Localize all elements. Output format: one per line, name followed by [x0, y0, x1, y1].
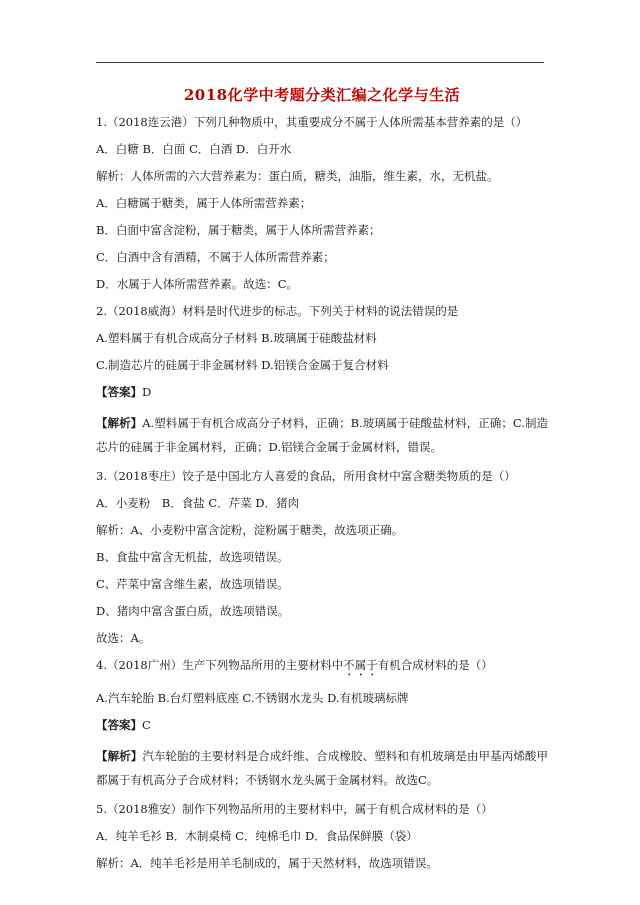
- q4-stem-before: 4.（2018广州）生产下列物品所用的主要材料中: [96, 658, 344, 672]
- q3-analysis-line: D、猪肉中富含蛋白质，故选项错误。: [96, 604, 290, 618]
- q5-options: A．纯羊毛衫 B．木制桌椅 C．纯棉毛巾 D．食品保鲜膜（袋）: [96, 829, 418, 843]
- answer-value: D: [142, 385, 152, 399]
- q2-stem: 2.（2018威海）材料是时代进步的标志。下列关于材料的说法错误的是: [96, 304, 459, 318]
- answer-label: 【答案】: [96, 718, 142, 732]
- document-title: 2018化学中考题分类汇编之化学与生活: [183, 86, 461, 104]
- q1-options: A．白糖 B．白面 C．白酒 D．白开水: [96, 142, 292, 156]
- q4-answer: [96, 717, 548, 733]
- q3-analysis-line: C、芹菜中富含维生素，故选项错误。: [96, 577, 289, 591]
- q5-analysis-line: 解析：A．纯羊毛衫是用羊毛制成的，属于天然材料，故选项错误。: [96, 856, 438, 870]
- q3-analysis-line: B、食盐中富含无机盐，故选项错误。: [96, 550, 289, 564]
- q4-analysis: [96, 744, 548, 792]
- q4-stem-after: 有机合成材料的是（）: [377, 658, 493, 672]
- q5-stem: 5.（2018雅安）制作下列物品所用的主要材料中，属于有机合成材料的是（）: [96, 802, 493, 816]
- q2-options-ab: A.塑料属于有机合成高分子材料 B.玻璃属于硅酸盐材料: [96, 331, 377, 345]
- q2-analysis: [96, 411, 548, 459]
- analysis-text: A.塑料属于有机合成高分子材料，正确；B.玻璃属于硅酸盐材料，正确；C.制造芯片的硅属于非金属材料，正确；D.铝镁合金属于金属材料，错误。: [96, 416, 549, 454]
- q1-analysis-line: A．白糖属于糖类，属于人体所需营养素；: [96, 196, 312, 210]
- q4-stem: [96, 657, 548, 679]
- q3-conclusion: 故选：A。: [96, 631, 151, 645]
- answer-label: 【答案】: [96, 385, 142, 399]
- q1-analysis-line: D．水属于人体所需营养素。故选：C。: [96, 277, 299, 291]
- analysis-label: 【解析】: [96, 416, 143, 430]
- header-rule: [96, 62, 544, 63]
- q2-answer: [96, 384, 548, 400]
- analysis-text: 汽车轮胎的主要材料是合成纤维、合成橡胶、塑料和有机玻璃是由甲基丙烯酸甲都属于有机高分子合成材料；不锈钢水龙头属于金属材料。故选C。: [96, 749, 549, 787]
- q2-options-cd: C.制造芯片的硅属于非金属材料 D.铝镁合金属于复合材料: [96, 358, 389, 372]
- q1-analysis-line: C．白酒中含有酒精，不属于人体所需营养素；: [96, 250, 335, 264]
- analysis-label: 【解析】: [96, 749, 143, 763]
- q1-stem: 1.（2018连云港）下列几种物质中，其重要成分不属于人体所需基本营养素的是（）: [96, 115, 528, 129]
- q4-options: A.汽车轮胎 B.台灯塑料底座 C.不锈钢水龙头 D.有机玻璃标牌: [96, 691, 409, 705]
- q4-stem-emphasis: 不属于: [343, 658, 378, 672]
- document-page: [96, 84, 548, 882]
- answer-value: C: [142, 718, 151, 732]
- q3-stem: 3.（2018枣庄）饺子是中国北方人喜爱的食品，所用食材中富含糖类物质的是（）: [96, 469, 516, 483]
- q3-analysis-line: 解析：A、小麦粉中富含淀粉，淀粉属于糖类，故选项正确。: [96, 523, 404, 537]
- q1-analysis-line: 解析：人体所需的六大营养素为：蛋白质，糖类，油脂，维生素，水，无机盐。: [96, 169, 499, 183]
- q3-options: A．小麦粉 B．食盐 C．芹菜 D．猪肉: [96, 496, 300, 510]
- q1-analysis-line: B．白面中富含淀粉，属于糖类，属于人体所需营养素；: [96, 223, 381, 237]
